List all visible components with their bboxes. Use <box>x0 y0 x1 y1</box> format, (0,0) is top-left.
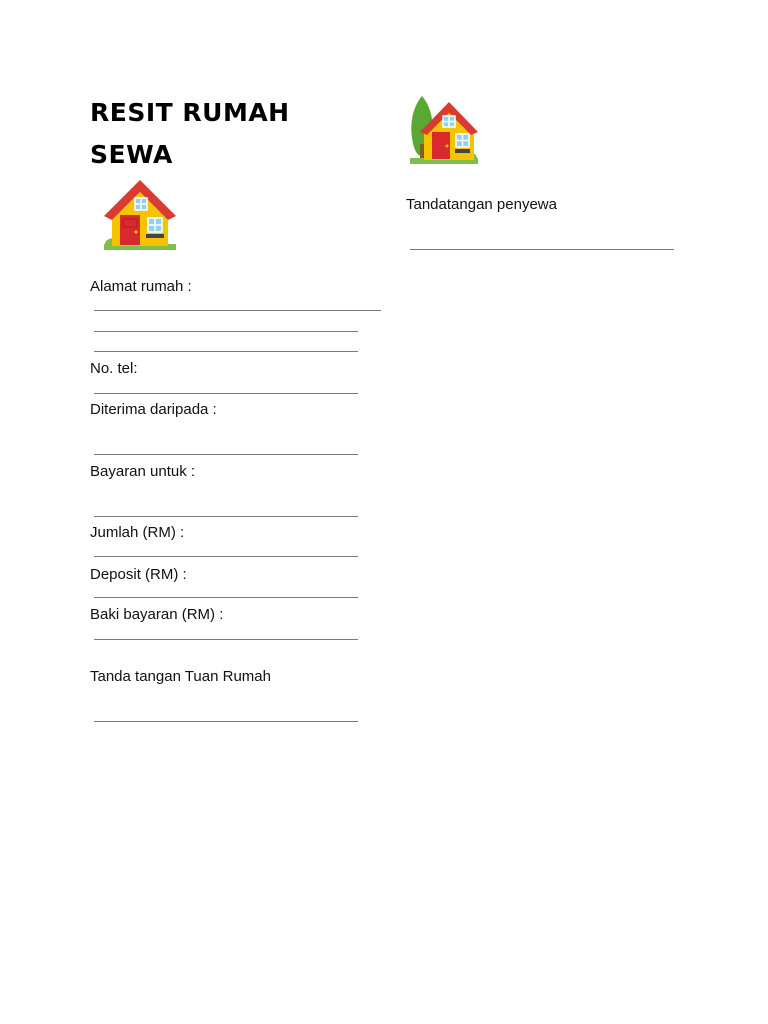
house-with-tree-icon <box>406 94 480 168</box>
payment-for-line[interactable] <box>94 516 358 517</box>
address-line-1[interactable] <box>94 310 381 311</box>
house-icon <box>102 176 178 254</box>
amount-label: Jumlah (RM) : <box>90 524 185 541</box>
title-line-1: RESIT RUMAH <box>90 98 290 127</box>
address-line-3[interactable] <box>94 351 358 352</box>
tenant-signature-line[interactable] <box>410 249 674 250</box>
received-from-line[interactable] <box>94 454 358 455</box>
phone-line[interactable] <box>94 393 358 394</box>
landlord-signature-line[interactable] <box>94 721 358 722</box>
tenant-signature-label: Tandatangan penyewa <box>406 196 557 213</box>
balance-label: Baki bayaran (RM) : <box>90 606 224 623</box>
deposit-line[interactable] <box>94 597 358 598</box>
deposit-label: Deposit (RM) : <box>90 566 187 583</box>
phone-label: No. tel: <box>90 360 138 377</box>
payment-for-label: Bayaran untuk : <box>90 463 196 480</box>
address-line-2[interactable] <box>94 331 358 332</box>
receipt-title <box>90 92 330 176</box>
amount-line[interactable] <box>94 556 358 557</box>
title-line-2: SEWA <box>90 140 173 169</box>
address-label: Alamat rumah : <box>90 278 192 295</box>
received-from-label: Diterima daripada : <box>90 401 217 418</box>
landlord-signature-label: Tanda tangan Tuan Rumah <box>90 668 271 685</box>
balance-line[interactable] <box>94 639 358 640</box>
